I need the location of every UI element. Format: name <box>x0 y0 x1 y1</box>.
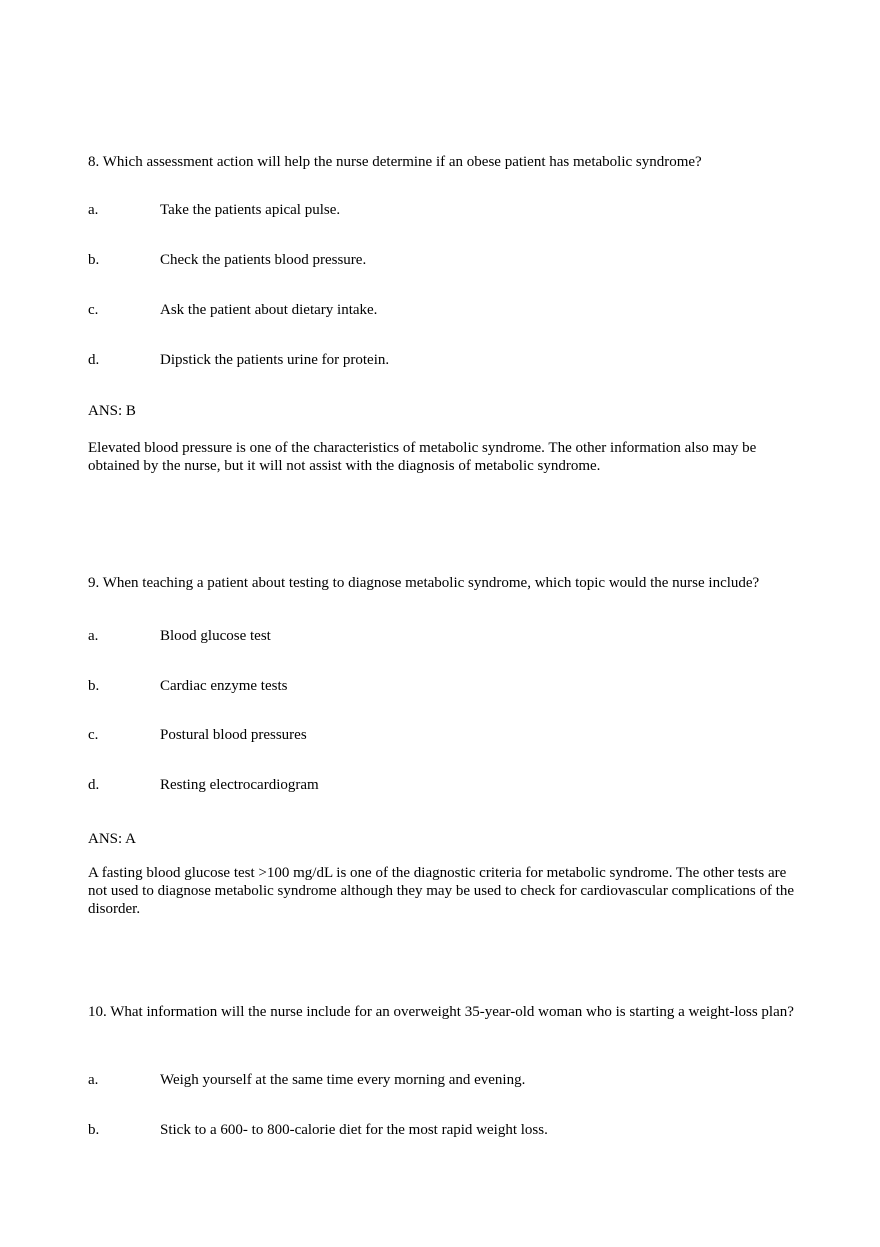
question-8-option-c <box>88 301 803 319</box>
option-text: Take the patients apical pulse. <box>160 202 341 218</box>
option-text: Dipstick the patients urine for protein. <box>160 352 390 368</box>
question-8-option-a <box>88 201 803 219</box>
option-text: Cardiac enzyme tests <box>160 678 288 694</box>
question-9-stem: 9. When teaching a patient about testing to diagnose metabolic syndrome, which topic would the nurse include? <box>88 575 760 591</box>
question-9-option-c <box>88 726 803 744</box>
question-9-option-a <box>88 627 803 645</box>
question-10-option-a <box>88 1071 803 1089</box>
option-text: Weigh yourself at the same time every morning and evening. <box>160 1072 526 1088</box>
option-letter: c. <box>88 302 99 318</box>
option-letter: a. <box>88 628 99 644</box>
question-9-option-d <box>88 776 803 794</box>
option-letter: b. <box>88 252 100 268</box>
option-letter: b. <box>88 1122 100 1138</box>
question-8-stem: 8. Which assessment action will help the nurse determine if an obese patient has metabolic syndrome? <box>88 154 702 170</box>
option-letter: c. <box>88 727 99 743</box>
question-10-stem: 10. What information will the nurse include for an overweight 35-year-old woman who is starting a weight-loss plan? <box>88 1004 794 1020</box>
option-text: Postural blood pressures <box>160 727 307 743</box>
question-10-option-b <box>88 1121 803 1139</box>
option-text: Resting electrocardiogram <box>160 777 319 793</box>
question-8-option-b <box>88 251 803 269</box>
option-text: Ask the patient about dietary intake. <box>160 302 378 318</box>
option-letter: d. <box>88 777 100 793</box>
option-text: Check the patients blood pressure. <box>160 252 367 268</box>
option-text: Blood glucose test <box>160 628 271 644</box>
option-letter: a. <box>88 202 99 218</box>
question-8-option-d <box>88 351 803 369</box>
question-9-rationale: A fasting blood glucose test >100 mg/dL is one of the diagnostic criteria for metabolic syndrome. The other tests are not used to diagnose metabolic syndrome although they may be used to check for cardiovascular complications of the disorder. <box>88 865 795 917</box>
option-text: Stick to a 600- to 800-calorie diet for the most rapid weight loss. <box>160 1122 548 1138</box>
question-8-answer: ANS: B <box>88 403 136 419</box>
option-letter: a. <box>88 1072 99 1088</box>
question-9-option-b <box>88 677 803 695</box>
question-8-rationale: Elevated blood pressure is one of the characteristics of metabolic syndrome. The other information also may be obtained by the nurse, but it will not assist with the diagnosis of metabolic syndrome. <box>88 440 757 474</box>
option-letter: b. <box>88 678 100 694</box>
question-9-answer: ANS: A <box>88 831 136 847</box>
option-letter: d. <box>88 352 100 368</box>
